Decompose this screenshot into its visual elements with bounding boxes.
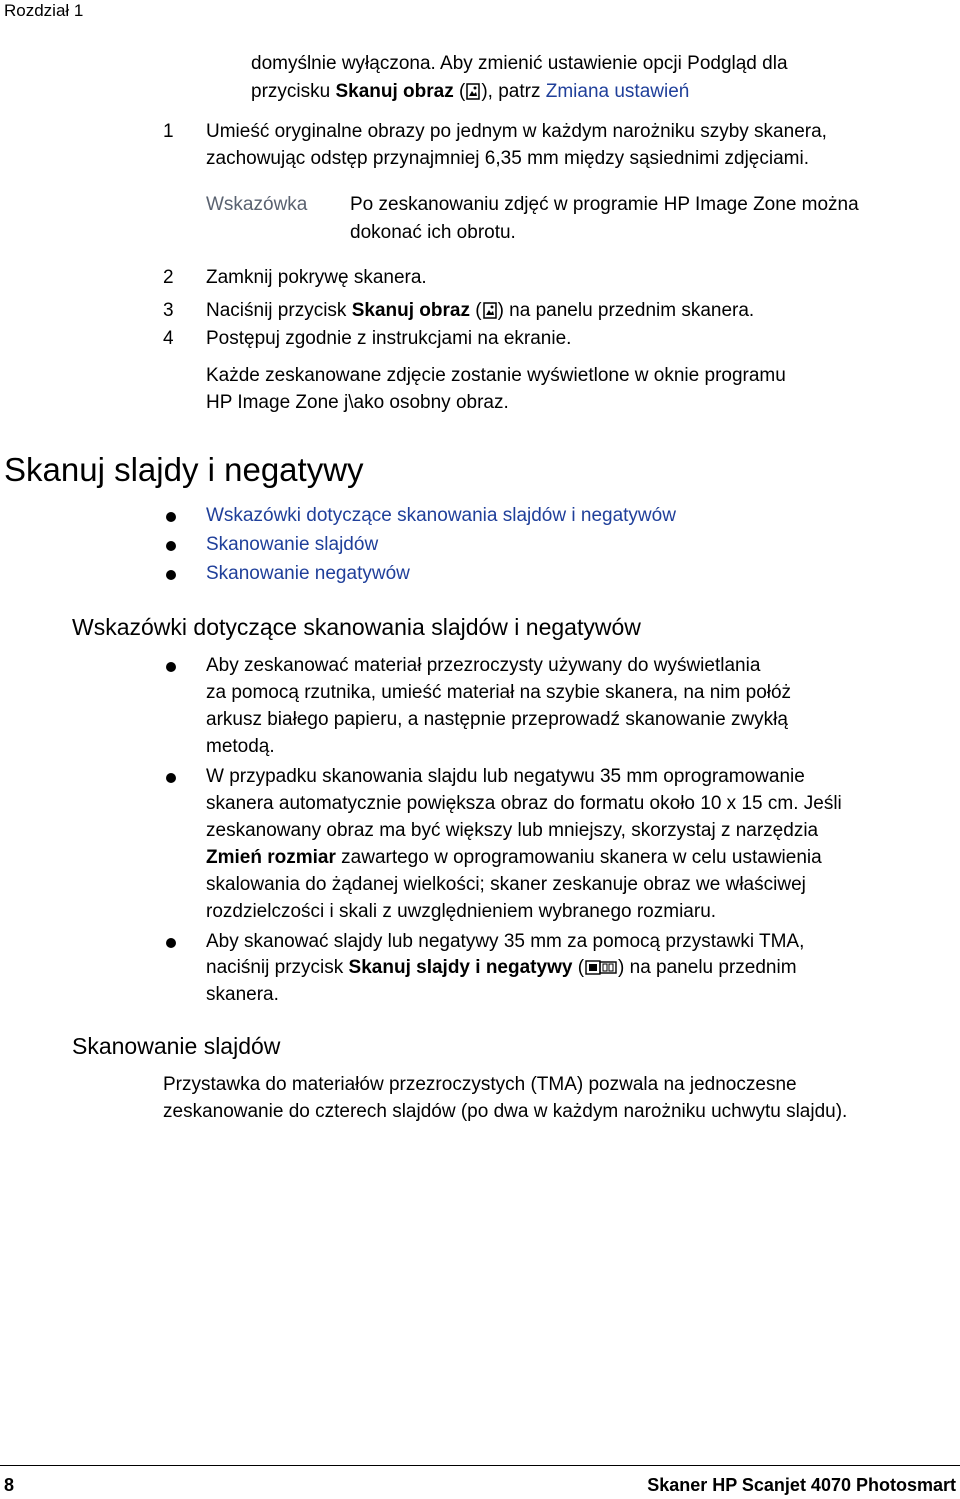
tip-bullet-2-line-4: Zmień rozmiar zawartego w oprogramowaniu skanera w celu ustawienia: [206, 847, 822, 868]
tip-bullet-1-line-1: Aby zeskanować materiał przezroczysty używany do wyświetlania: [206, 655, 761, 676]
tip-bullet-2-line-3: zeskanowany obraz ma być większy lub mniejszy, skorzystaj z narzędzia: [206, 820, 819, 841]
footer-divider: [0, 1465, 960, 1466]
step-1-line-1: Umieść oryginalne obrazy po jednym w każdym narożniku szyby skanera,: [206, 121, 827, 142]
tip-bullet-2-line-5: skalowania do żądanej wielkości; skaner zeskanuje obraz we właściwej: [206, 874, 806, 895]
tip-bullet-1-line-4: metodą.: [206, 736, 275, 757]
tip-bullet-3-line-2: naciśnij przycisk Skanuj slajdy i negatywy ( ) na panelu przednim: [206, 957, 797, 978]
step-3-text: Naciśnij przycisk Skanuj obraz ( ) na panelu przednim skanera.: [206, 300, 755, 321]
section-title: Skanuj slajdy i negatywy: [4, 451, 364, 488]
step-4-text: Postępuj zgodnie z instrukcjami na ekranie.: [206, 328, 572, 349]
product-name: Skaner HP Scanjet 4070 Photosmart: [647, 1475, 956, 1495]
tip-bullet-2-line-1: W przypadku skanowania slajdu lub negatywu 35 mm oprogramowanie: [206, 766, 805, 787]
resize-tool-label: Zmień rozmiar: [206, 847, 336, 868]
chapter-header: Rozdział 1: [4, 1, 84, 20]
intro-line-1: domyślnie wyłączona. Aby zmienić ustawienie opcji Podgląd dla: [251, 53, 788, 74]
step-2-text: Zamknij pokrywę skanera.: [206, 267, 427, 288]
tip-bullet-2-line-6: rozdzielczości i skali z uwzględnieniem wybranego rozmiaru.: [206, 901, 717, 922]
tip-line-2: dokonać ich obrotu.: [350, 222, 516, 243]
step-1-line-2: zachowując odstęp przynajmniej 6,35 mm między sąsiednimi zdjęciami.: [206, 148, 809, 169]
scan-slides-icon: [585, 959, 617, 976]
intro-line-2: przycisku Skanuj obraz ( ), patrz Zmiana ustawień: [251, 81, 690, 102]
result-line-2: HP Image Zone j\ako osobny obraz.: [206, 392, 509, 413]
link-scan-negatives[interactable]: Skanowanie negatywów: [206, 563, 410, 584]
bullet: [166, 570, 176, 580]
step-2-number: 2: [163, 267, 174, 288]
link-tips[interactable]: Wskazówki dotyczące skanowania slajdów i negatywów: [206, 505, 676, 526]
scan-image-icon: [466, 83, 480, 100]
bullet: [166, 541, 176, 551]
page-number: 8: [4, 1475, 15, 1495]
step-3-number: 3: [163, 300, 174, 321]
scan-image-button-label: Skanuj obraz: [335, 81, 454, 102]
slides-line-1: Przystawka do materiałów przezroczystych (TMA) pozwala na jednoczesne: [163, 1074, 797, 1095]
tip-line-1: Po zeskanowaniu zdjęć w programie HP Image Zone można: [350, 194, 859, 215]
slides-title: Skanowanie slajdów: [72, 1033, 281, 1059]
result-line-1: Każde zeskanowane zdjęcie zostanie wyświetlone w oknie programu: [206, 365, 786, 386]
bullet: [166, 512, 176, 522]
slides-line-2: zeskanowanie do czterech slajdów (po dwa w każdym narożniku uchwytu slajdu).: [163, 1101, 848, 1122]
tip-bullet-1-line-3: arkusz białego papieru, a następnie przeprowadź skanowanie zwykłą: [206, 709, 788, 730]
tip-label: Wskazówka: [206, 194, 308, 215]
bullet: [166, 662, 176, 672]
link-scan-slides[interactable]: Skanowanie slajdów: [206, 534, 379, 555]
step-4-number: 4: [163, 328, 174, 349]
scan-slides-button-label: Skanuj slajdy i negatywy: [348, 957, 573, 978]
scan-image-icon: [483, 302, 497, 319]
tips-title: Wskazówki dotyczące skanowania slajdów i negatywów: [72, 614, 641, 640]
tip-bullet-3-line-3: skanera.: [206, 984, 279, 1005]
bullet: [166, 938, 176, 948]
step-1-number: 1: [163, 121, 174, 142]
bullet: [166, 773, 176, 783]
tip-bullet-2-line-2: skanera automatycznie powiększa obraz do formatu około 10 x 15 cm. Jeśli: [206, 793, 842, 814]
change-settings-link[interactable]: Zmiana ustawień: [545, 81, 690, 102]
tip-bullet-3-line-1: Aby skanować slajdy lub negatywy 35 mm za pomocą przystawki TMA,: [206, 931, 805, 952]
tip-bullet-1-line-2: za pomocą rzutnika, umieść materiał na szybie skanera, na nim połóż: [206, 682, 792, 703]
scan-image-button-label-2: Skanuj obraz: [351, 300, 470, 321]
